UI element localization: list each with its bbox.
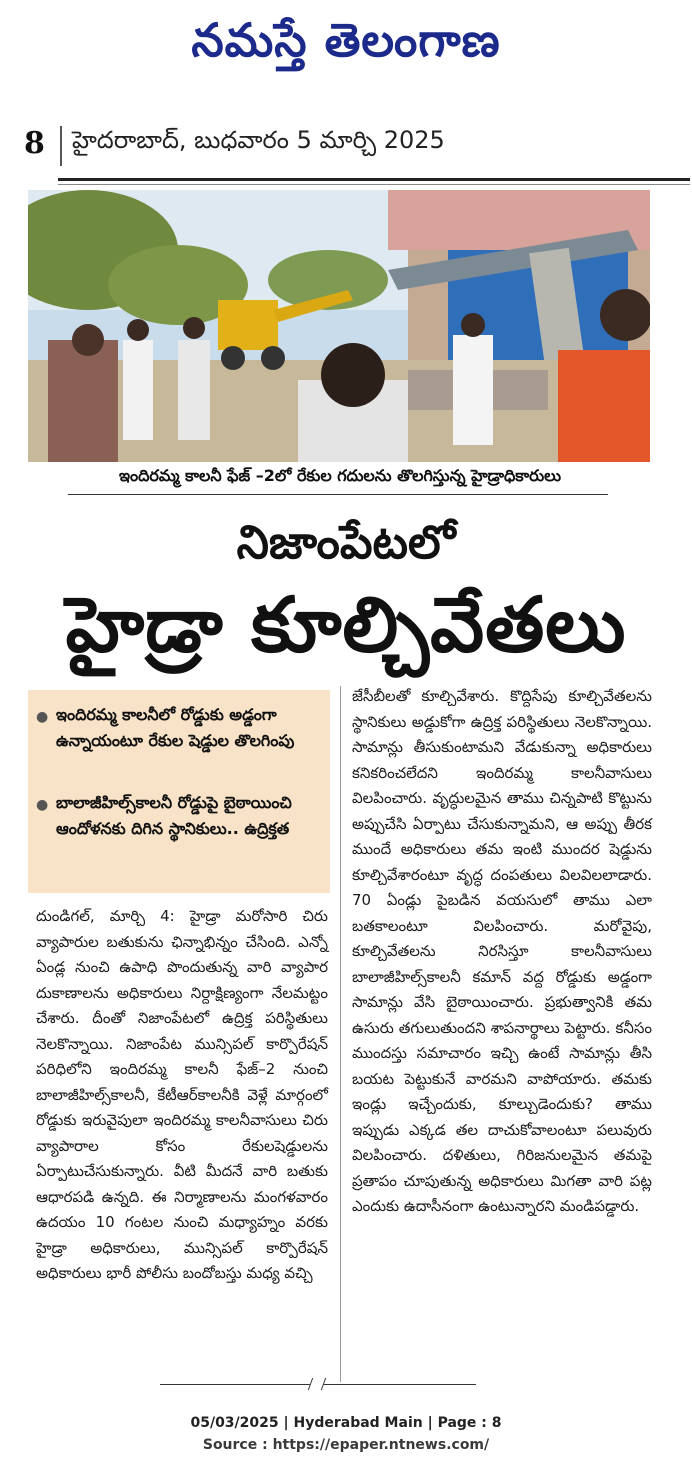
bullet-icon: ●: [36, 709, 49, 725]
news-photo: [28, 190, 650, 462]
caption-rule: [68, 494, 608, 495]
photo-caption: ఇందిరమ్మ కాలనీ ఫేజ్ –2లో రేకుల గదులను తొలగిస్తున్న హైడ్రాధికారులు: [118, 466, 562, 485]
header-rule-thin: [58, 184, 690, 185]
dateline: హైదరాబాద్, బుధవారం 5 మార్చి 2025: [72, 126, 445, 154]
newspaper-masthead: నమస్తే తెలంగాణ: [191, 13, 501, 67]
footer-edition-line: 05/03/2025 | Hyderabad Main | Page : 8: [190, 1415, 502, 1431]
column-divider: [340, 686, 341, 1382]
highlight-text: ఇందిరమ్మ కాలనీలో రోడ్డుకు అడ్డంగా ఉన్నాయంటూ రేకుల షెడ్డుల తొలగింపు: [56, 705, 295, 750]
article-end-mark: [308, 1378, 326, 1390]
page-number-divider: [60, 126, 62, 166]
main-headline: హైడ్రా కూల్చివేతలు: [65, 580, 627, 669]
page-footer: [0, 1412, 692, 1456]
article-body-left-column: [36, 904, 328, 1287]
footer-source-link[interactable]: Source : https://epaper.ntnews.com/: [202, 1437, 490, 1453]
article-paragraph: జేసీబీలతో కూల్చివేశారు. కొద్దిసేపు కూల్చివేతలను స్థానికులు అడ్డుకోగా ఉద్రిక్త పరిస్థితులు నెలకొన్నాయి. సామాన్లు తీసుకుంటామని వేడుకున్నా అధికారులు కనికరించలేదని ఇందిరమ్మ కాలనీవాసులు విలపించారు. వృద్ధులమైన తాము చిన్నపాటి కొట్టును అప్పుచేసి ఏర్పాటు చేసుకున్నామని, ఆ అప్పు తీరక ముందే అధికారులు తమ ఇంటి ముందర షెడ్డును కూల్చివేశారంటూ వృద్ధ దంపతులు విలవిలలాడారు. 70 ఏండ్లు పైబడిన వయసులో తాము ఎలా బతకాలంటూ విలపించారు. మరోవైపు, కూల్చివేతలను నిరసిస్తూ కాలనీవాసులు బాలాజీహిల్స్‌కాలనీ కమాన్ వద్ద రోడ్డుకు అడ్డంగా సామాన్లు వేసి బైఠాయించారు. ప్రభుత్వానికి తమ ఉసురు తగులుతుందని శాపనార్థాలు పెట్టారు. కనీసం ముందస్తు సమాచారం ఇచ్చి ఉంటే సామాన్లు తీసి బయట పెట్టుకునే వారమని వాపోయారు. తమకు ఇండ్లు ఇచ్చేందుకు, కూల్చుడెందుకు? తాము ఇప్పుడు ఎక్కడ తల దాచుకోవాలంటూ పలువురు విలపించారు. దళితులు, గిరిజనులమైన తమపై ప్రతాపం చూపుతున్న అధికారులు మిగతా వారి పట్ల ఎందుకు ఉదాసీనంగా ఉంటున్నారని మండిపడ్డారు.: [352, 687, 652, 1215]
highlights-box: [28, 690, 330, 893]
headline-kicker: నిజాంపేటలో: [236, 515, 456, 569]
article-paragraph: దుండిగల్, మార్చి 4: హైడ్రా మరోసారి చిరు వ్యాపారుల బతుకును ఛిన్నాభిన్నం చేసింది. ఎన్నో ఏండ్ల నుంచి ఉపాధి పొందుతున్న వారి వ్యాపార దుకాణాలను అధికారులు నిర్దాక్షిణ్యంగా నేలమట్టం చేశారు. దీంతో నిజాంపేటలో ఉద్రిక్త పరిస్థితులు నెలకొన్నాయి. నిజాంపేట మున్సిపల్ కార్పొరేషన్ పరిధిలోని ఇందిరమ్మ కాలనీ ఫేజ్–2 నుంచి బాలాజీహిల్స్‌కాలనీ, కేటీఆర్‌కాలనీకి వెళ్లే మార్గంలో రోడ్డుకు ఇరువైపులా ఇందిరమ్మ కాలనీవాసులు చిరు వ్యాపారాల కోసం రేకులషెడ్డులను ఏర్పాటుచేసుకున్నారు. వీటి మీదనే వారి బతుకు ఆధారపడి ఉన్నది. ఈ నిర్మాణాలను మంగళవారం ఉదయం 10 గంటల నుంచి మధ్యాహ్నం వరకు హైడ్రా అధికారులు, మున్సిపల్ కార్పొరేషన్ అధికారులు భారీ పోలీసు బందోబస్తు మధ్య వచ్చి: [36, 907, 328, 1282]
page-number: 8: [24, 126, 45, 161]
bullet-icon: ●: [36, 797, 49, 813]
highlight-item: [36, 790, 322, 842]
demolition-scene-illustration: [28, 190, 650, 462]
article-body-right-column: [352, 684, 652, 1220]
highlight-text: బాలాజీహిల్స్‌కాలనీ రోడ్డుపై బైఠాయించి ఆందోళనకు దిగిన స్థానికులు.. ఉద్రిక్తత: [56, 793, 292, 838]
highlight-item: [36, 702, 322, 754]
header-rule: [58, 178, 690, 181]
